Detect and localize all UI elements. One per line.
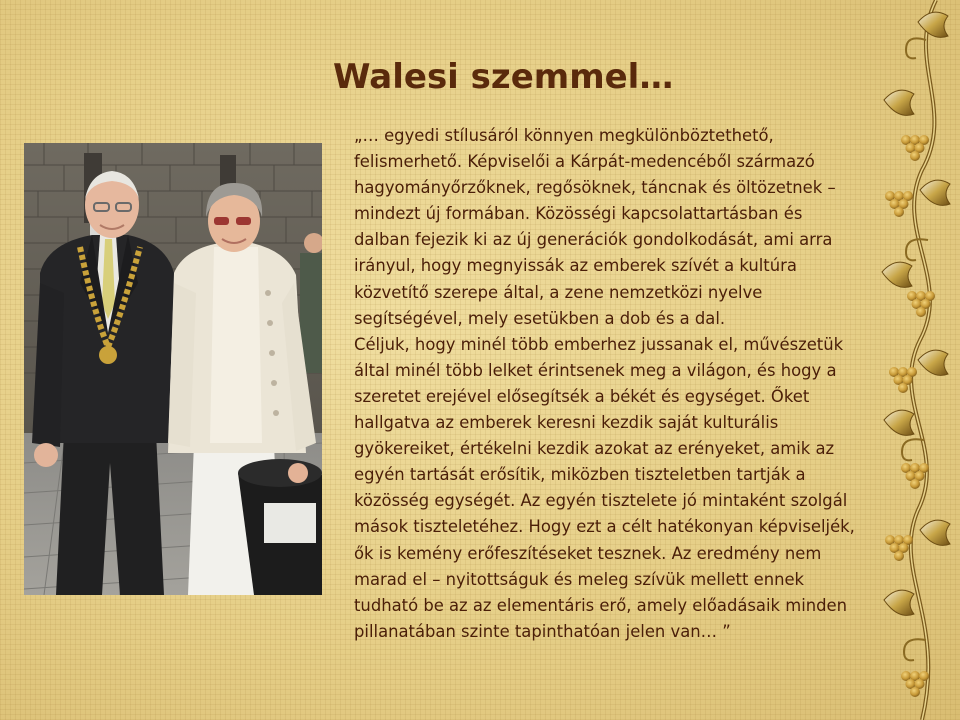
vine-border-icon (876, 0, 960, 720)
photo-illustration (24, 143, 322, 595)
ornamental-vine-border (876, 0, 960, 720)
slide-title: Walesi szemmel… (333, 57, 674, 97)
paragraph-1: „… egyedi stílusáról könnyen megkülönböztethető, felismerhető. Képviselői a Kárpát-medencéből származó hagyományőrzőknek, regősöknek, táncnak és öltözetnek – mindezt új formában. Közösségi kapcsolattartásban és dalban fejezik ki az új generációk gondolkodását, ami arra irányul, hogy megnyissák az emberek szívét a kultúra közvetítő szerepe által, a zene nemzetközi nyelve segítségével, mely esetükben a dob és a dal. (354, 126, 836, 328)
photo-two-people (24, 143, 322, 595)
body-text (354, 123, 859, 645)
paragraph-2: Céljuk, hogy minél több emberhez jussanak el, művészetük által minél több lelket érintsenek meg a világon, és hogy a szeretet erejével elősegítsék a békét és egységet. Őket hallgatva az emberek keresni kezdik saját kulturális gyökereiket, értékelni kezdik azokat az erényeket, amik az egyén tartását erősítik, miközben tiszteletben tartják a közösség egységét. Az egyén tisztelete jó mintaként szolgál mások tiszteletéhez. Hogy ezt a célt hatékonyan képviseljék, ők is kemény erőfeszítéseket tesznek. Az eredmény nem marad el – nyitottságuk és meleg szívük mellett ennek tudható be az az elementáris erő, amely előadásaik minden pillanatában szinte tapinthatóan jelen van… ” (354, 334, 855, 641)
